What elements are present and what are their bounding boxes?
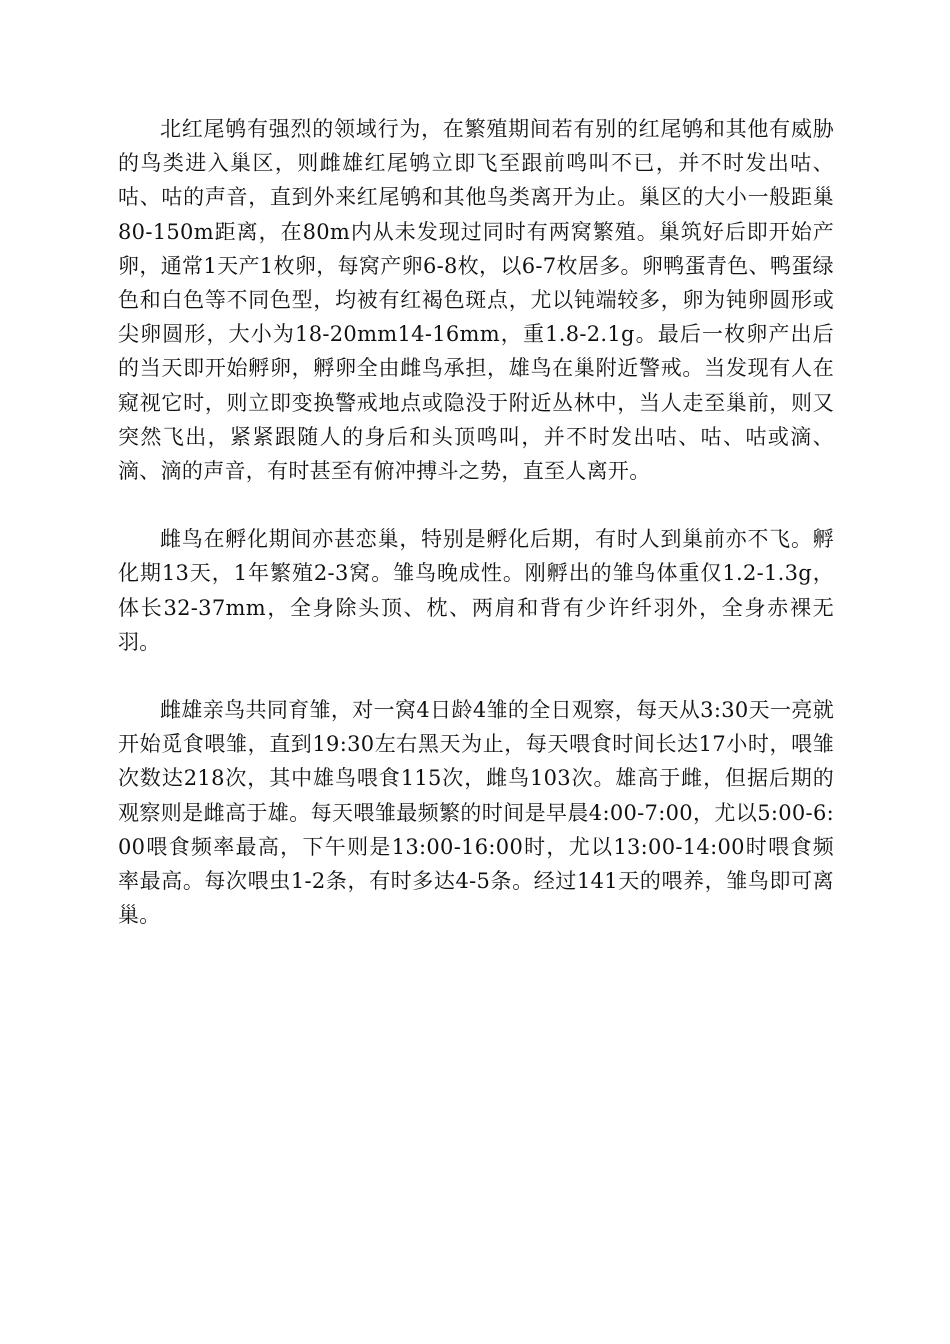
document-body [118, 112, 834, 966]
paragraph-territorial-behavior: 北红尾鸲有强烈的领域行为，在繁殖期间若有别的红尾鸲和其他有威胁的鸟类进入巢区，则雌雄红尾鸲立即飞至跟前鸣叫不已，并不时发出咕、咕、咕的声音，直到外来红尾鸲和其他鸟类离开为止。巢区的大小一般距巢80-150m距离，在80m内从未发现过同时有两窝繁殖。巢筑好后即开始产卵，通常1天产1枚卵，每窝产卵6-8枚，以6-7枚居多。卵鸭蛋青色、鸭蛋绿色和白色等不同色型，均被有红褐色斑点，尤以钝端较多，卵为钝卵圆形或尖卵圆形，大小为18-20mm14-16mm，重1.8-2.1g。最后一枚卵产出后的当天即开始孵卵，孵卵全由雌鸟承担，雄鸟在巢附近警戒。当发现有人在窥视它时，则立即变换警戒地点或隐没于附近丛林中，当人走至巢前，则又突然飞出，紧紧跟随人的身后和头顶鸣叫，并不时发出咕、咕、咕或滴、滴、滴的声音，有时甚至有俯冲搏斗之势，直至人离开。 [118, 117, 834, 484]
paragraph-incubation: 雌鸟在孵化期间亦甚恋巢，特别是孵化后期，有时人到巢前亦不飞。孵化期13天，1年繁殖2-3窝。雏鸟晚成性。刚孵出的雏鸟体重仅1.2-1.3g，体长32-37mm，全身除头顶、枕、两肩和背有少许纤羽外，全身赤裸无羽。 [118, 527, 834, 654]
paragraph-chick-feeding: 雌雄亲鸟共同育雏，对一窝4日龄4雏的全日观察，每天从3:30天一亮就开始觅食喂雏，直到19:30左右黑天为止，每天喂食时间长达17小时，喂雏次数达218次，其中雄鸟喂食115次，雌鸟103次。雄高于雌，但据后期的观察则是雌高于雄。每天喂雏最频繁的时间是早晨4:00-7:00，尤以5:00-6:00喂食频率最高，下午则是13:00-16:00时，尤以13:00-14:00时喂食频率最高。每次喂虫1-2条，有时多达4-5条。经过141天的喂养，雏鸟即可离巢。 [118, 698, 834, 928]
